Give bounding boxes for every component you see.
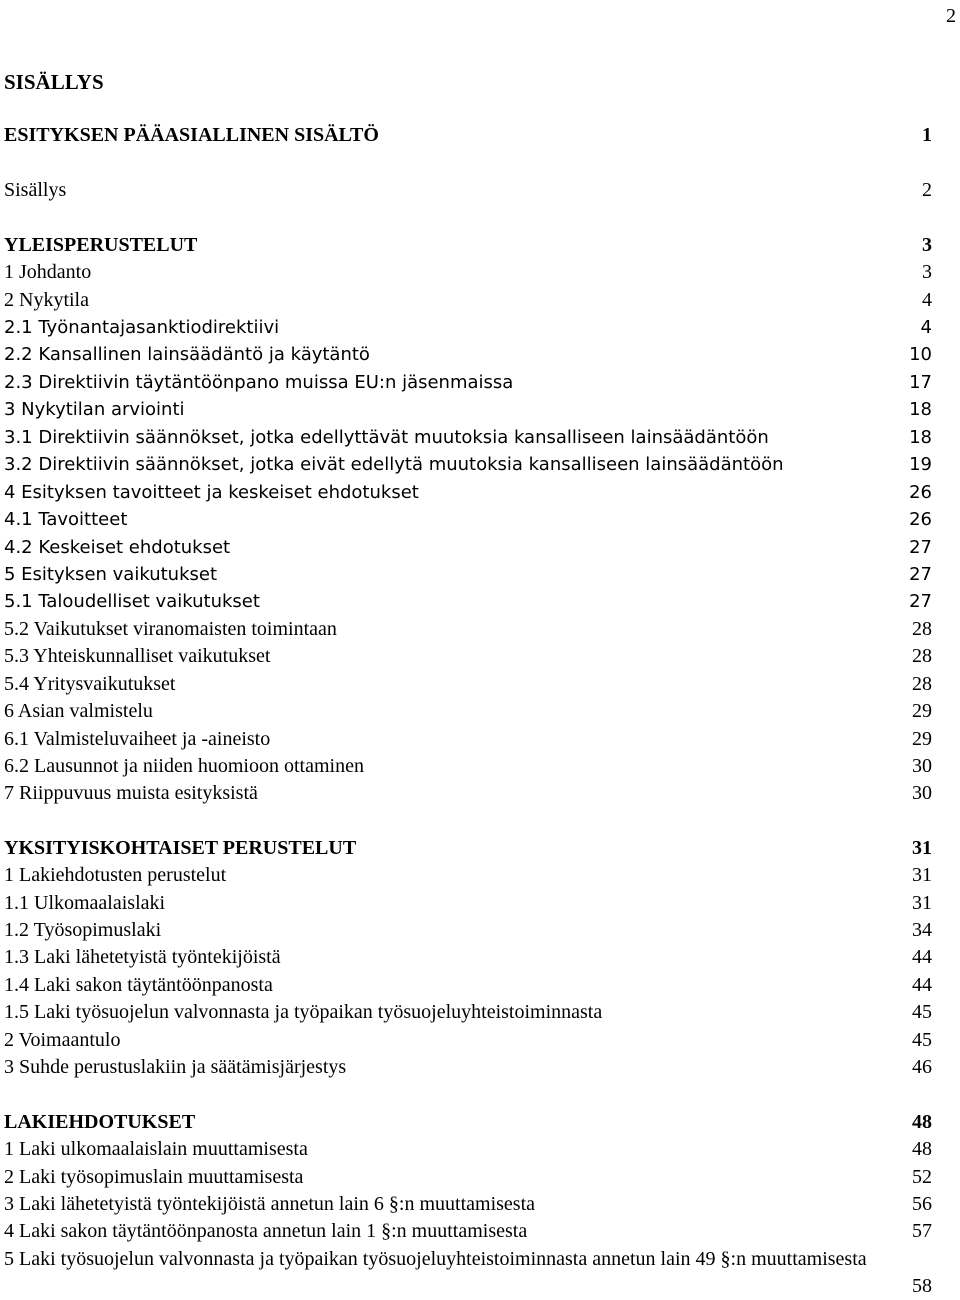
toc-entry-title: 5.1 Taloudelliset vaikutukset bbox=[4, 591, 260, 612]
toc-entry-page: 10 bbox=[909, 344, 932, 365]
toc-entry-page: 28 bbox=[912, 673, 932, 695]
toc-entry-page: 30 bbox=[912, 755, 932, 777]
toc-entry bbox=[4, 341, 932, 368]
toc-entry-title: 4.2 Keskeiset ehdotukset bbox=[4, 537, 231, 558]
toc-entry bbox=[4, 1246, 932, 1300]
toc-entry-title: 3.1 Direktiivin säännökset, jotka edellyttävät muutoksia kansalliseen lainsäädäntöön bbox=[4, 427, 769, 448]
toc-entry bbox=[4, 588, 932, 615]
toc-entry-title: 6 Asian valmistelu bbox=[4, 700, 153, 722]
toc-entry-page: 2 bbox=[922, 179, 932, 201]
toc-entry bbox=[4, 424, 932, 451]
toc-entry-title: 4 Esityksen tavoitteet ja keskeiset ehdotukset bbox=[4, 482, 419, 503]
toc-entry-page: 26 bbox=[909, 482, 932, 503]
toc-entry-page: 26 bbox=[909, 509, 932, 530]
toc-entry-title: 2.3 Direktiivin täytäntöönpano muissa EU:n jäsenmaissa bbox=[4, 372, 514, 393]
toc-entry-title: 1.4 Laki sakon täytäntöönpanosta bbox=[4, 974, 273, 996]
toc-entry-page: 44 bbox=[912, 974, 932, 996]
toc-entry bbox=[4, 506, 932, 533]
toc-entry bbox=[4, 314, 932, 341]
toc-entry bbox=[4, 396, 932, 423]
toc-entry-page: 19 bbox=[909, 454, 932, 475]
toc-entry bbox=[4, 287, 932, 314]
toc-entry-page: 31 bbox=[912, 864, 932, 886]
toc-entry-page: 48 bbox=[912, 1138, 932, 1160]
toc-entry-page: 34 bbox=[912, 919, 932, 941]
toc-entry-page: 27 bbox=[909, 537, 932, 558]
toc-entry-page: 44 bbox=[912, 946, 932, 968]
toc-entry-page: 28 bbox=[912, 645, 932, 667]
toc-entry-title: 1.1 Ulkomaalaislaki bbox=[4, 892, 166, 914]
toc-entry bbox=[4, 944, 932, 971]
toc-entry-title: 2.1 Työnantajasanktiodirektiivi bbox=[4, 317, 280, 338]
toc-entry-title: 1.3 Laki lähetetyistä työntekijöistä bbox=[4, 946, 281, 968]
toc-entry-title: 5.3 Yhteiskunnalliset vaikutukset bbox=[4, 645, 271, 667]
page-number: 2 bbox=[946, 5, 956, 27]
toc-entry-page: 46 bbox=[912, 1056, 932, 1078]
toc-entry bbox=[4, 1191, 932, 1218]
toc-entry bbox=[4, 451, 932, 478]
toc-entry-page: 29 bbox=[912, 700, 932, 722]
toc-entry-page: 45 bbox=[912, 1001, 932, 1023]
toc-entry-page: 27 bbox=[909, 591, 932, 612]
toc-entry-page: 3 bbox=[922, 234, 932, 256]
toc-heading: SISÄLLYS bbox=[4, 70, 104, 94]
toc-entry-page: 28 bbox=[912, 618, 932, 640]
toc-entry bbox=[4, 1164, 932, 1191]
toc-entry bbox=[4, 753, 932, 780]
toc-entry bbox=[4, 780, 932, 807]
toc-entry bbox=[4, 1136, 932, 1163]
toc-entry-title: 5.4 Yritysvaikutukset bbox=[4, 673, 176, 695]
toc-entry-title: 1 Laki ulkomaalaislain muuttamisesta bbox=[4, 1138, 308, 1160]
toc-entry-title: 6.1 Valmisteluvaiheet ja -aineisto bbox=[4, 728, 271, 750]
toc-entry-title: 3.2 Direktiivin säännökset, jotka eivät edellytä muutoksia kansalliseen lainsäädäntöön bbox=[4, 454, 784, 475]
toc-entry bbox=[4, 726, 932, 753]
toc-entry-page: 31 bbox=[912, 837, 932, 859]
toc-entry bbox=[4, 616, 932, 643]
toc-entry-title: 3 Nykytilan arviointi bbox=[4, 399, 185, 420]
toc-entry-title: 5 Esityksen vaikutukset bbox=[4, 564, 218, 585]
toc-entry-title: 7 Riippuvuus muista esityksistä bbox=[4, 782, 258, 804]
toc-entry bbox=[4, 1218, 932, 1245]
toc-entry bbox=[4, 999, 932, 1026]
toc-entry-page: 3 bbox=[922, 261, 932, 283]
toc-entry-title: Sisällys bbox=[4, 179, 67, 201]
toc-entry bbox=[4, 917, 932, 944]
toc-section-detailed bbox=[4, 835, 932, 862]
toc-section-bills bbox=[4, 1109, 932, 1136]
toc-entry bbox=[4, 972, 932, 999]
toc-entry-page: 57 bbox=[912, 1220, 932, 1242]
toc-entry-title: YKSITYISKOHTAISET PERUSTELUT bbox=[4, 837, 357, 859]
toc-entry-title: LAKIEHDOTUKSET bbox=[4, 1111, 196, 1133]
toc-entry-page: 58 bbox=[912, 1275, 932, 1297]
toc-entry-title: 4 Laki sakon täytäntöönpanosta annetun lain 1 §:n muuttamisesta bbox=[4, 1220, 528, 1242]
toc-entry bbox=[4, 259, 932, 286]
toc-entry-title: 2 Laki työsopimuslain muuttamisesta bbox=[4, 1166, 304, 1188]
toc-entry-title: 1.2 Työsopimuslaki bbox=[4, 919, 162, 941]
toc-entry bbox=[4, 671, 932, 698]
toc-entry-title: 2 Nykytila bbox=[4, 289, 89, 311]
toc-entry-page: 18 bbox=[909, 427, 932, 448]
toc-entry-title: YLEISPERUSTELUT bbox=[4, 234, 198, 256]
toc-entry-page: 18 bbox=[909, 399, 932, 420]
toc-entry-title: 2.2 Kansallinen lainsäädäntö ja käytäntö bbox=[4, 344, 370, 365]
toc-entry-page: 4 bbox=[922, 289, 932, 311]
toc-entry-page: 52 bbox=[912, 1166, 932, 1188]
toc-entry-title: 2 Voimaantulo bbox=[4, 1029, 121, 1051]
toc-entry bbox=[4, 643, 932, 670]
toc-section-general bbox=[4, 232, 932, 259]
toc-entry-title: 5.2 Vaikutukset viranomaisten toimintaan bbox=[4, 618, 337, 640]
toc-entry-page: 27 bbox=[909, 564, 932, 585]
toc-entry bbox=[4, 479, 932, 506]
toc-entry-page: 1 bbox=[922, 124, 932, 146]
toc-entry-title: 1 Johdanto bbox=[4, 261, 92, 283]
toc-entry-summary bbox=[4, 122, 932, 149]
toc-entry-title: 1.5 Laki työsuojelun valvonnasta ja työpaikan työsuojeluyhteistoiminnasta bbox=[4, 1001, 603, 1023]
toc-entry-page: 30 bbox=[912, 782, 932, 804]
toc-entry-title: 1 Lakiehdotusten perustelut bbox=[4, 864, 227, 886]
toc-entry-page: 56 bbox=[912, 1193, 932, 1215]
toc-entry-page: 31 bbox=[912, 892, 932, 914]
toc-entry-page: 29 bbox=[912, 728, 932, 750]
toc-entry bbox=[4, 561, 932, 588]
toc-entry-title: 4.1 Tavoitteet bbox=[4, 509, 128, 530]
toc-entry-title: 6.2 Lausunnot ja niiden huomioon ottaminen bbox=[4, 755, 364, 777]
toc-entry bbox=[4, 890, 932, 917]
toc-entry-title: 3 Laki lähetetyistä työntekijöistä annetun lain 6 §:n muuttamisesta bbox=[4, 1193, 535, 1215]
toc-entry bbox=[4, 862, 932, 889]
toc-entry bbox=[4, 1054, 932, 1081]
toc-entry-title: 3 Suhde perustuslakiin ja säätämisjärjestys bbox=[4, 1056, 347, 1078]
toc-entry bbox=[4, 534, 932, 561]
toc-entry bbox=[4, 1027, 932, 1054]
toc-entry-contents bbox=[4, 177, 932, 204]
toc-entry-page: 45 bbox=[912, 1029, 932, 1051]
toc-entry-page: 48 bbox=[912, 1111, 932, 1133]
toc-entry-title: ESITYKSEN PÄÄASIALLINEN SISÄLTÖ bbox=[4, 124, 379, 146]
toc-entry bbox=[4, 698, 932, 725]
toc-entry-page: 4 bbox=[920, 317, 932, 338]
toc-entry-page: 17 bbox=[909, 372, 932, 393]
toc-entry-title: 5 Laki työsuojelun valvonnasta ja työpaikan työsuojeluyhteistoiminnasta annetun lain 49 §:n muuttamisesta bbox=[4, 1248, 867, 1270]
toc-entry bbox=[4, 369, 932, 396]
